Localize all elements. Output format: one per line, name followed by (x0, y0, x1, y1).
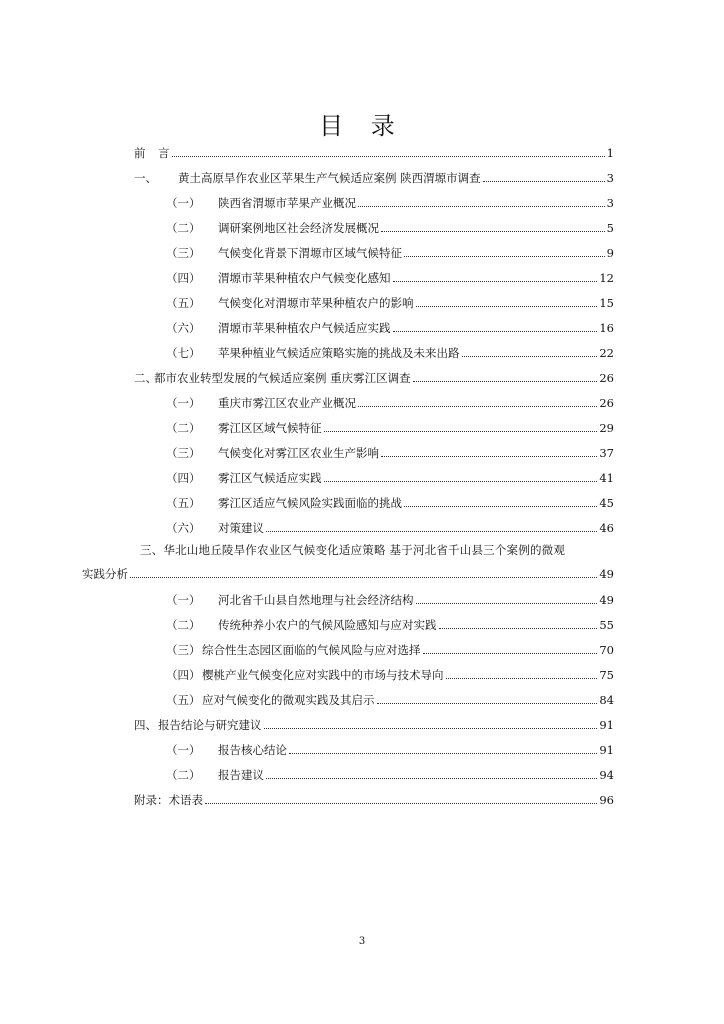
toc-leader (172, 145, 605, 157)
toc-leader (423, 642, 598, 654)
toc-entry-text: 雾江区气候适应实践 (218, 471, 322, 485)
toc-entry-text: 苹果种植业气候适应策略实施的挑战及未来出路 (218, 346, 460, 360)
toc-entry-appendix[interactable] (134, 792, 614, 808)
toc-leader (358, 395, 597, 407)
toc-entry-text: 综合性生态园区面临的气候风险与应对选择 (202, 643, 421, 657)
toc-leader (130, 566, 597, 578)
toc-entry-text: 河北省千山县自然地理与社会经济结构 (218, 593, 414, 607)
toc-entry-text: 气候变化背景下渭塬市区域气候特征 (218, 246, 402, 260)
toc-entry-chapter-3-line1[interactable]: 三、华北山地丘陵旱作农业区气候变化适应策略 基于河北省千山县三个案例的微观 (140, 543, 566, 557)
toc-entry-page: 91 (599, 718, 614, 732)
toc-entry-number: （四） (166, 271, 201, 285)
toc-entry-page: 70 (599, 643, 614, 657)
toc-entry-text: 报告建议 (218, 768, 264, 782)
toc-entry-page: 9 (606, 246, 614, 260)
toc-entry-number: 二、 (134, 371, 157, 385)
toc-entry-text: 传统种养小农户的气候风险感知与应对实践 (218, 618, 437, 632)
toc-entry-text: 雾江区适应气候风险实践面临的挑战 (218, 496, 402, 510)
toc-entry-text: 调研案例地区社会经济发展概况 (218, 221, 379, 235)
toc-entry-3-1[interactable] (166, 592, 614, 608)
toc-entry-4-2[interactable] (166, 767, 614, 783)
toc-entry-page: 1 (606, 146, 614, 160)
toc-entry-number: 四、 (134, 718, 157, 732)
toc-entry-text: 都市农业转型发展的气候适应案例 重庆雾江区调查 (154, 371, 411, 385)
toc-entry-text: 渭塬市苹果种植农户气候适应实践 (218, 321, 391, 335)
toc-entry-3-2[interactable] (166, 617, 614, 633)
toc-leader (416, 592, 598, 604)
toc-entry-2-6[interactable] (166, 520, 614, 536)
toc-entry-chapter-2[interactable] (134, 370, 614, 386)
toc-entry-text: 重庆市雾江区农业产业概况 (218, 396, 356, 410)
toc-entry-text: 报告核心结论 (218, 743, 287, 757)
toc-entry-page: 91 (599, 743, 614, 757)
toc-entry-page: 45 (599, 496, 614, 510)
toc-leader (205, 792, 597, 804)
toc-entry-2-5[interactable] (166, 495, 614, 511)
toc-leader (446, 667, 598, 679)
toc-entry-page: 96 (599, 793, 614, 807)
toc-leader (324, 420, 598, 432)
toc-entry-chapter-1[interactable] (134, 170, 614, 186)
toc-entry-number: （二） (166, 618, 201, 632)
toc-entry-text: 气候变化对雾江区农业生产影响 (218, 446, 379, 460)
toc-entry-text: 言 (158, 146, 170, 160)
toc-entry-number: （二） (166, 221, 201, 235)
toc-entry-chapter-3[interactable] (82, 566, 614, 582)
toc-entry-text: 气候变化对渭塬市苹果种植农户的影响 (218, 296, 414, 310)
toc-entry-3-5[interactable] (166, 692, 614, 708)
toc-entry-page: 26 (599, 396, 614, 410)
toc-entry-1-1[interactable] (166, 195, 614, 211)
toc-entry-number: （三） (166, 246, 201, 260)
toc-entry-number: （六） (166, 321, 201, 335)
toc-entry-number: （三） (166, 446, 201, 460)
toc-entry-number: （七） (166, 346, 201, 360)
toc-leader (266, 520, 597, 532)
toc-entry-3-3[interactable] (166, 642, 614, 658)
toc-entry-1-5[interactable] (166, 295, 614, 311)
toc-entry-1-2[interactable] (166, 220, 614, 236)
toc-entry-chapter-4[interactable] (134, 717, 614, 733)
toc-entry-2-2[interactable] (166, 420, 614, 436)
toc-entry-page: 94 (599, 768, 614, 782)
toc-entry-page: 49 (599, 593, 614, 607)
toc-entry-text: 实践分析 (82, 567, 128, 581)
toc-entry-1-4[interactable] (166, 270, 614, 286)
toc-entry-page: 3 (606, 196, 614, 210)
toc-entry-page: 12 (599, 271, 614, 285)
toc-entry-page: 55 (599, 618, 614, 632)
toc-entry-3-4[interactable] (166, 667, 614, 683)
toc-leader (264, 717, 598, 729)
toc-entry-text: 报告结论与研究建议 (158, 718, 262, 732)
toc-entry-1-3[interactable] (166, 245, 614, 261)
toc-entry-number: （五） (166, 496, 201, 510)
toc-entry-2-3[interactable] (166, 445, 614, 461)
toc-entry-text: 对策建议 (218, 521, 264, 535)
toc-leader (416, 295, 598, 307)
toc-entry-number: （二） (166, 768, 201, 782)
toc-entry-number: （四） (166, 668, 201, 682)
toc-leader (404, 495, 597, 507)
toc-leader (404, 245, 605, 257)
toc-leader (483, 170, 605, 182)
toc-entry-page: 22 (599, 346, 614, 360)
toc-entry-number: （一） (166, 396, 201, 410)
toc-entry-2-4[interactable] (166, 470, 614, 486)
toc-entry-text: 陕西省渭塬市苹果产业概况 (218, 196, 356, 210)
toc-leader (393, 320, 598, 332)
toc-entry-number: 前 (134, 146, 146, 160)
toc-entry-page: 15 (599, 296, 614, 310)
toc-entry-page: 26 (599, 371, 614, 385)
toc-entry-number: （五） (166, 693, 201, 707)
toc-entry-text: 渭塬市苹果种植农户气候变化感知 (218, 271, 391, 285)
toc-entry-page: 84 (599, 693, 614, 707)
toc-entry-text: 黄土高原旱作农业区苹果生产气候适应案例 陕西渭塬市调查 (178, 171, 481, 185)
toc-entry-text: 雾江区区域气候特征 (218, 421, 322, 435)
toc-entry-number: 一、 (134, 171, 157, 185)
toc-leader (324, 470, 598, 482)
toc-entry-1-6[interactable] (166, 320, 614, 336)
toc-entry-text: 樱桃产业气候变化应对实践中的市场与技术导向 (202, 668, 444, 682)
toc-entry-page: 49 (599, 567, 614, 581)
toc-leader (377, 692, 598, 704)
toc-entry-text: 附录：术语表 (134, 793, 203, 807)
toc-entry-text: 应对气候变化的微观实践及其启示 (202, 693, 375, 707)
toc-entry-number: （三） (166, 643, 201, 657)
toc-leader (439, 617, 598, 629)
toc-entry-page: 46 (599, 521, 614, 535)
toc-entry-number: （六） (166, 521, 201, 535)
toc-entry-page: 5 (606, 221, 614, 235)
toc-entry-page: 29 (599, 421, 614, 435)
toc-leader (381, 220, 605, 232)
toc-entry-page: 16 (599, 321, 614, 335)
toc-entry-page: 37 (599, 446, 614, 460)
toc-entry-4-1[interactable] (166, 742, 614, 758)
toc-entry-page: 75 (599, 668, 614, 682)
toc-leader (393, 270, 598, 282)
toc-leader (266, 767, 597, 779)
toc-leader (462, 345, 598, 357)
toc-leader (289, 742, 597, 754)
toc-entry-1-7[interactable] (166, 345, 614, 361)
toc-entry-preface[interactable] (134, 145, 614, 161)
toc-leader (413, 370, 598, 382)
toc-entry-2-1[interactable] (166, 395, 614, 411)
toc-leader (358, 195, 605, 207)
toc-entry-page: 41 (599, 471, 614, 485)
page-number: 3 (358, 936, 366, 947)
toc-entry-number: （一） (166, 196, 201, 210)
toc-entry-page: 3 (606, 171, 614, 185)
toc-entry-number: （五） (166, 296, 201, 310)
page-title: 目 录 (319, 112, 405, 140)
toc-entry-number: （一） (166, 593, 201, 607)
toc-entry-number: （四） (166, 471, 201, 485)
toc-leader (381, 445, 597, 457)
toc-entry-number: （二） (166, 421, 201, 435)
toc-entry-number: （一） (166, 743, 201, 757)
